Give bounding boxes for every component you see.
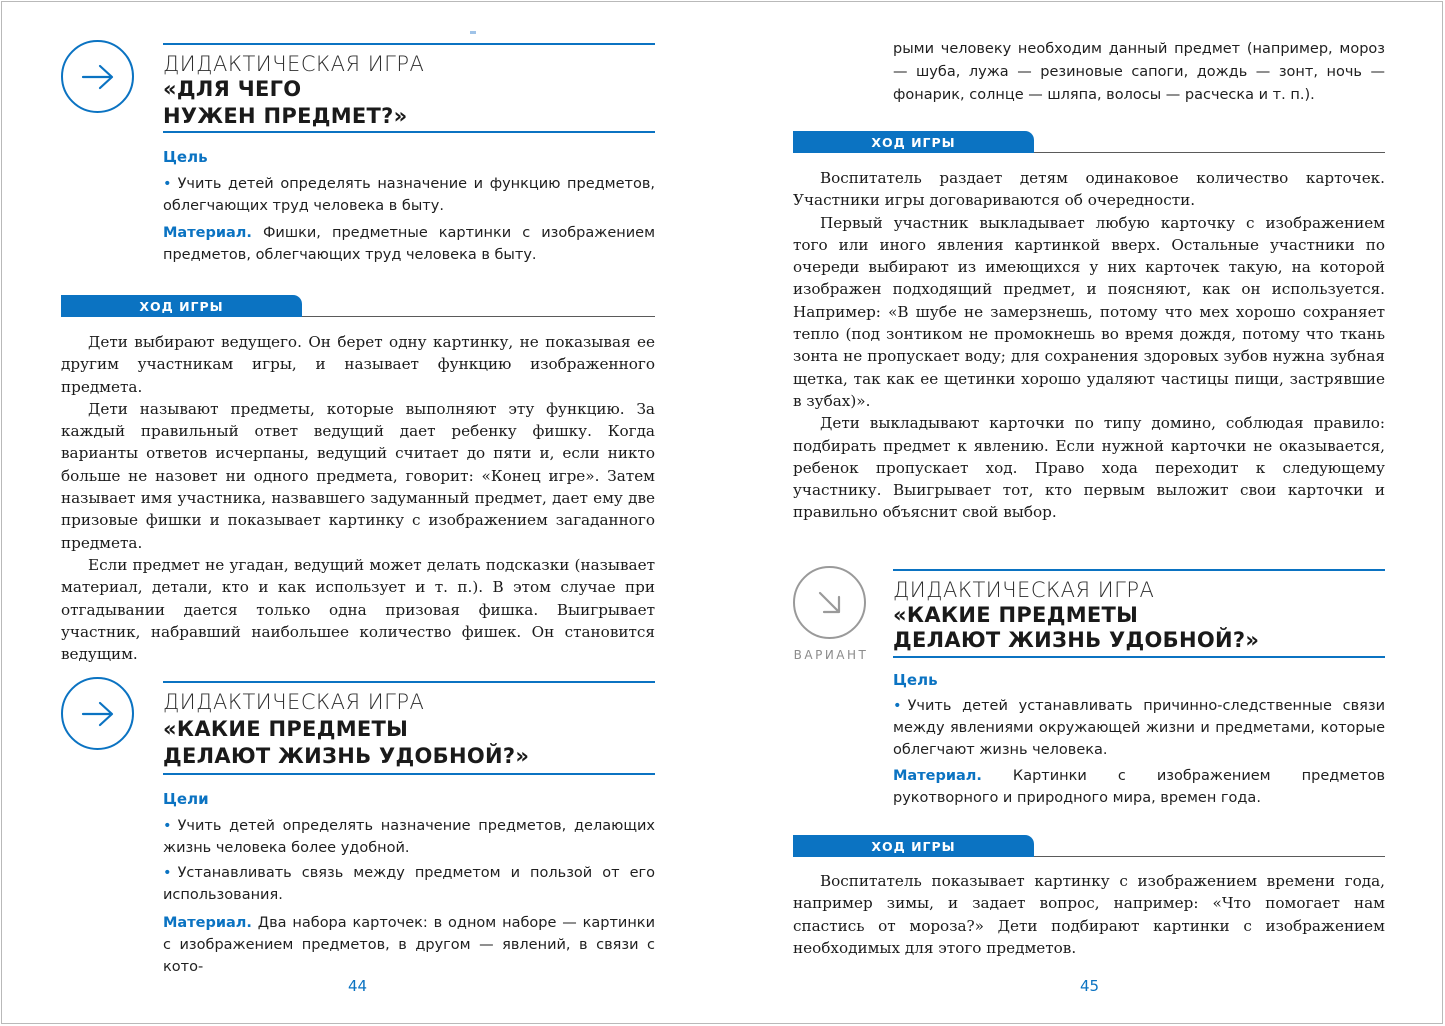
game3-kicker: ДИДАКТИЧЕСКАЯ ИГРА [893,578,1155,602]
game1-move-bar [61,295,655,317]
game1-goal-heading: Цель [163,148,208,166]
game1-kicker: ДИДАКТИЧЕСКАЯ ИГРА [163,52,425,76]
game1-move-line [302,316,655,317]
game1-paragraph-1: Дети выбирают ведущего. Он берет одну картинку, не показывая ее другим участникам игры, и называет функцию изображенного предмета. [61,333,655,396]
game1-title-line1: «ДЛЯ ЧЕГО [163,77,302,101]
game2-goal-bullet-1 [163,815,655,859]
game1-goal-bullet [163,173,655,217]
right-move-tab-1: ХОД ИГРЫ [793,131,1034,153]
game3-move-line [1034,856,1385,857]
game1-move-tab: ХОД ИГРЫ [61,295,302,317]
game3-goal-heading: Цель [893,671,938,689]
game1-material-text: Фишки, предметные картинки с изображением предметов, облегчающих труд человека в быту. [163,225,656,263]
game3-bottom-rule [893,656,1385,658]
game3-variant-circle [793,566,866,639]
game1-top-rule [163,43,655,45]
game2-bottom-rule [163,773,655,775]
right-move-bar-1 [793,131,1385,153]
game2-kicker: ДИДАКТИЧЕСКАЯ ИГРА [163,690,425,714]
right-paragraph-1: Воспитатель раздает детям одинаковое количество карточек. Участники игры договариваются об очередности. [793,169,1385,210]
game1-material [163,222,655,266]
game3-goal-bullet [893,695,1385,761]
game2-arrow-circle [61,677,134,750]
game3-title-line2: ДЕЛАЮТ ЖИЗНЬ УДОБНОЙ?» [893,628,1260,652]
game2-material [163,912,655,978]
game2-goal-heading: Цели [163,790,209,808]
game1-paragraph-2: Дети называют предметы, которые выполняют эту функцию. За каждый правильный ответ ведущий дает ребенку фишку. Когда варианты ответов исчерпаны, ведущий считает до пяти и, если никто больше не назовет ни одного предмета, говорит: «Конец игре». Затем называет имя участника, назвавшего задуманный предмет, дает ему две призовые фишки и показывает картинку с изображением загаданного предмета. [61,399,655,552]
right-paragraph-2: Первый участник выкладывает любую карточку с изображением того или иного явления картинкой вверх. Остальные участники по очереди выбирают из имеющихся у них карточек такую, на которой изображен подходящий предмет, и поясняют, как он используется. Например: «В шубе не замерзнешь, потому что мех хорошо сохраняет тепло (под зонтиком не промокнешь во время дождя, потому что ткань зонта не пропускает воду; для сохранения здоровых зубов нужна зубная щетка, так как ее щетинки хорошо удаляют частицы пищи, застрявшие в зубах)». [793,213,1385,410]
game3-material-label: Материал. [893,768,982,784]
game2-top-rule [163,681,655,683]
arrow-down-right-icon [815,588,845,618]
game3-body [793,870,1385,959]
game3-move-tab: ХОД ИГРЫ [793,835,1034,857]
game3-material [893,765,1385,809]
game3-material-text: Картинки с изображением предметов рукотворного и природного мира, времен года. [893,768,1385,806]
game2-goal-bullet-2 [163,862,655,906]
game2-material-text: Два набора карточек: в одном наборе — картинки с изображением предметов, в другом — явлений, в связи с кото- [163,915,655,975]
arrow-right-icon [81,701,115,727]
game1-goal-text: Учить детей определять назначение и функцию предметов, облегчающих труд человека в быту. [163,176,655,214]
top-mark [470,31,476,34]
game1-bottom-rule [163,131,655,133]
game3-title-line1: «КАКИЕ ПРЕДМЕТЫ [893,603,1139,627]
right-body [793,167,1385,524]
bullet-dot: • [163,865,172,881]
game1-title-line2: НУЖЕН ПРЕДМЕТ?» [163,104,408,128]
game2-goal-text-1: Учить детей определять назначение предметов, делающих жизнь человека более удобной. [163,818,655,856]
game1-material-label: Материал. [163,225,252,241]
game2-title-line1: «КАКИЕ ПРЕДМЕТЫ [163,717,409,741]
game3-paragraph: Воспитатель показывает картинку с изображением времени года, например зимы, и задает вопрос, например: «Что помогает нам спастись от мороза?» Дети подбирают картинки с изображением необходимых для этого предметов. [793,872,1385,957]
game2-material-label: Материал. [163,915,252,931]
right-page-number: 45 [1080,977,1100,995]
game1-paragraph-3: Если предмет не угадан, ведущий может делать подсказки (называет материал, детали, кто и как использует и т. п.). В этом случае при отгадывании дается только одна призовая фишка. Выигрывает участник, набравший наибольшее количество фишек. Он становится ведущим. [61,555,655,664]
right-paragraph-3: Дети выкладывают карточки по типу домино, соблюдая правило: подбирать предмет к явлению. Если нужной карточки не оказывается, ребенок пропускает ход. Право хода переходит к следующему участнику. Выигрывает тот, кто первым выложит свои карточки и правильно объяснит свой выбор. [793,414,1385,522]
game3-move-bar [793,835,1385,857]
game3-variant-label: ВАРИАНТ [793,648,869,662]
bullet-dot: • [163,818,172,834]
arrow-right-icon [81,64,115,90]
game1-arrow-circle [61,40,134,113]
game3-goal-text: Учить детей устанавливать причинно-следственные связи между явлениями окружающей жизни и предметами, которые облегчают жизнь человека. [893,698,1385,758]
game3-top-rule [893,569,1385,571]
game2-title-line2: ДЕЛАЮТ ЖИЗНЬ УДОБНОЙ?» [163,744,530,768]
bullet-dot: • [163,176,172,192]
bullet-dot: • [893,698,902,714]
game1-body [61,331,655,665]
left-page-number: 44 [348,977,368,995]
right-move-line-1 [1034,152,1385,153]
right-continuation: рыми человеку необходим данный предмет (например, мороз — шуба, лужа — резиновые сапоги, дождь — зонт, ночь — фонарик, солнце — шляпа, волосы — расческа и т. п.). [893,41,1385,103]
game2-goal-text-2: Устанавливать связь между предметом и пользой от его использования. [163,865,655,903]
